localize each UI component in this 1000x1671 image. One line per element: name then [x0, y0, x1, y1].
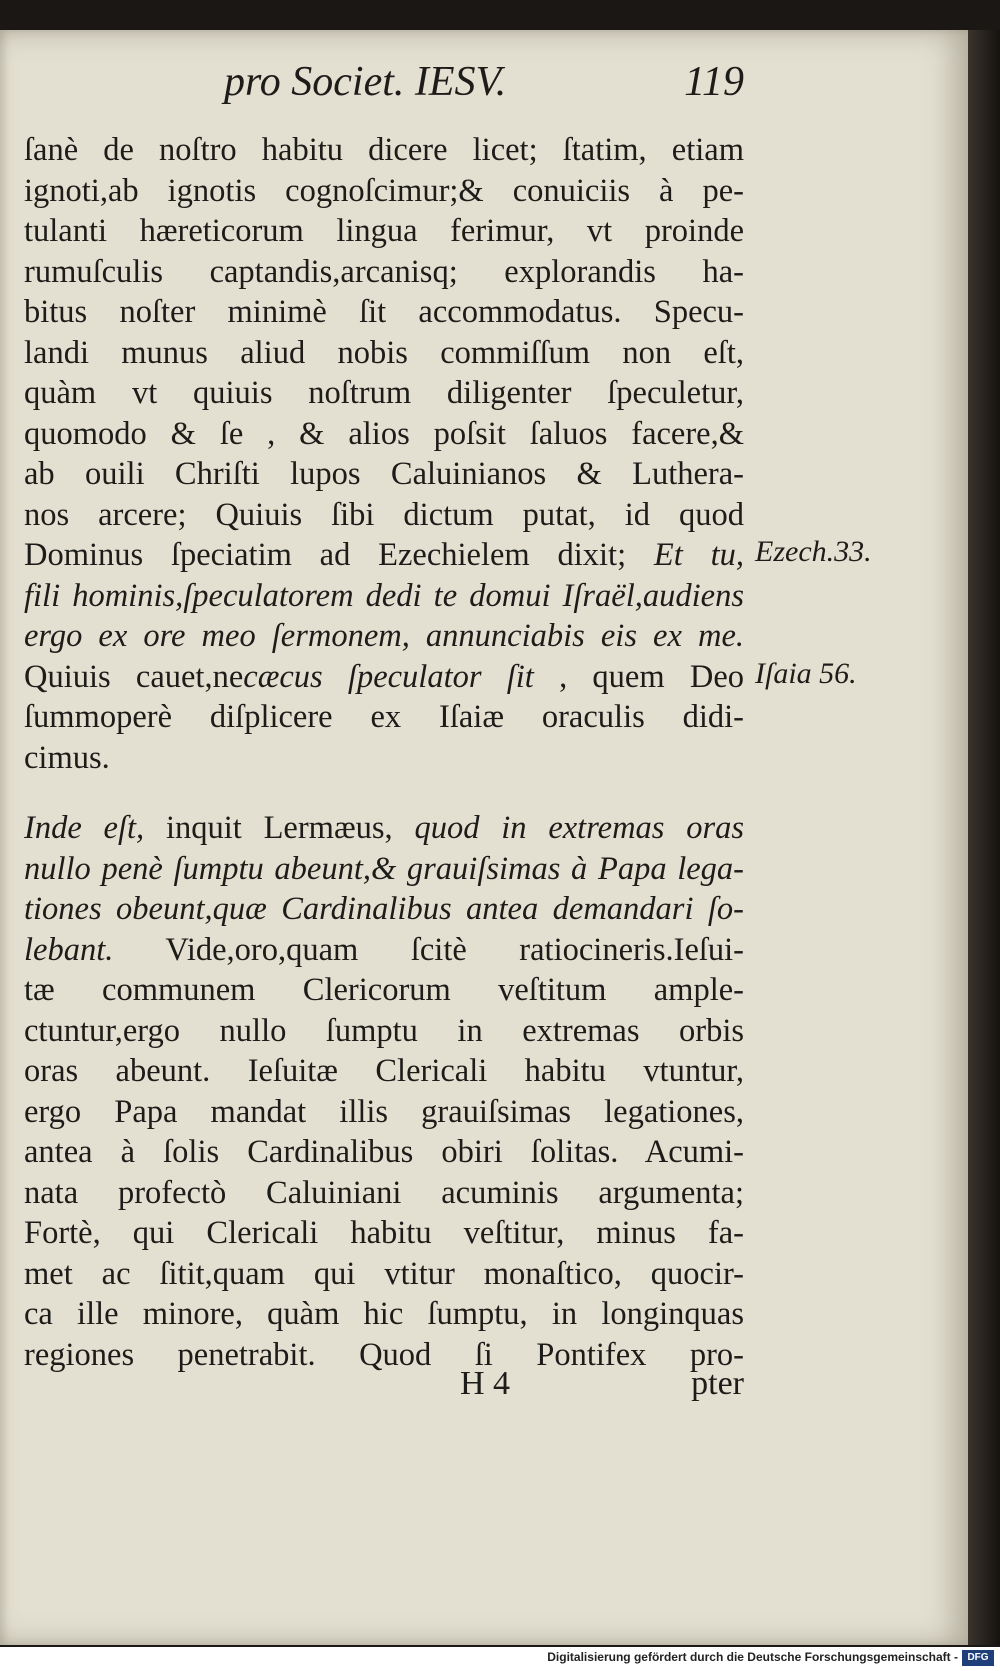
page-number: 119 [684, 59, 744, 105]
italic-quote-line: tiones obeunt,quæ Cardinalibus antea demandari ſo- [24, 891, 744, 927]
margin-note-ezech: Ezech.33. [755, 535, 872, 568]
page-edge-shadow [968, 30, 1000, 1645]
text-line: quomodo & ſe , & alios poſsit ſaluos facere,& [24, 415, 744, 452]
text-segment: Vide,oro,quam ſcitè ratiocineris.Ieſui- [165, 931, 744, 968]
text-line [24, 930, 744, 971]
catchword: pter [691, 1365, 744, 1402]
text-line: ergo Papa mandat illis grauiſsimas legationes, [24, 1093, 744, 1130]
italic-quote-line: fili hominis,ſpeculatorem dedi te domui Iſraël,audiens [24, 577, 744, 614]
text-line: ignoti,ab ignotis cognoſcimur;& conuiciis à pe- [24, 172, 744, 209]
dfg-credit-text: Digitalisierung gefördert durch die Deutsche Forschungsgemeinschaft - [547, 1650, 958, 1664]
text-line [24, 535, 744, 576]
text-line: regiones penetrabit. Quod ſi Pontifex pro- [24, 1336, 744, 1373]
main-text [24, 130, 744, 1375]
text-line: antea à ſolis Cardinalibus obiri ſolitas. Acumi- [24, 1134, 744, 1170]
text-line: quàm vt quiuis noſtrum diligenter ſpeculetur, [24, 375, 744, 411]
signature-mark: H 4 [460, 1365, 511, 1402]
margin-note-isaia: Iſaia 56. [755, 657, 857, 690]
text-line: Fortè, qui Clericali habitu veſtitur, minus fa- [24, 1215, 744, 1251]
text-line: ſanè de noſtro habitu dicere licet; ſtatim, etiam [24, 132, 744, 168]
italic-quote: quod in extremas oras [414, 810, 745, 846]
running-title: pro Societ. IESV. [224, 59, 507, 105]
text-line: ſummoperè diſplicere ex Iſaiæ oraculis didi- [24, 699, 744, 735]
italic-quote: Et tu, [653, 537, 744, 573]
dfg-logo-icon: DFG [962, 1650, 994, 1666]
text-line: cimus. [24, 739, 110, 776]
italic-quote-line: ergo ex ore meo ſermonem, annunciabis eis ex me. [24, 618, 744, 654]
italic-quote: Inde eſt, [24, 810, 145, 846]
italic-quote: cæcus ſpeculator ſit [243, 658, 534, 695]
italic-quote: lebant. [24, 931, 114, 968]
paragraph-gap [24, 778, 744, 808]
text-line: tæ communem Clericorum veſtitum ample- [24, 972, 744, 1008]
digitization-footer [0, 1647, 1000, 1671]
italic-quote-line: nullo penè ſumptu abeunt,& grauiſsimas à Papa lega- [24, 850, 744, 887]
text-line: tulanti hæreticorum lingua ferimur, vt proinde [24, 213, 744, 249]
page-footer [24, 1365, 744, 1415]
page-header [24, 58, 744, 118]
text-line: ctuntur,ergo nullo ſumptu in extremas orbis [24, 1012, 744, 1049]
text-line: oras abeunt. Ieſuitæ Clericali habitu vtuntur, [24, 1053, 744, 1089]
text-line: ca ille minore, quàm hic ſumptu, in longinquas [24, 1296, 744, 1332]
text-line [24, 808, 744, 849]
text-segment: Dominus ſpeciatim ad Ezechielem dixit; [24, 537, 627, 573]
text-line: met ac ſitit,quam qui vtitur monaſtico, quocir- [24, 1255, 744, 1292]
text-line: ab ouili Chriſti lupos Caluinianos & Luthera- [24, 456, 744, 492]
text-line: bitus noſter minimè ſit accommodatus. Specu- [24, 294, 744, 330]
text-line: nos arcere; Quiuis ſibi dictum putat, id quod [24, 496, 744, 533]
text-line: rumuſculis captandis,arcanisq; explorandis ha- [24, 253, 744, 290]
text-line: nata profectò Caluiniani acuminis argumenta; [24, 1174, 744, 1211]
text-line [24, 657, 744, 698]
text-segment: Quiuis cauet,ne [24, 658, 244, 695]
text-segment: , quem Deo [559, 658, 744, 695]
text-segment: inquit Lermæus, [165, 810, 393, 846]
text-line: landi munus aliud nobis commiſſum non eſt, [24, 334, 744, 371]
